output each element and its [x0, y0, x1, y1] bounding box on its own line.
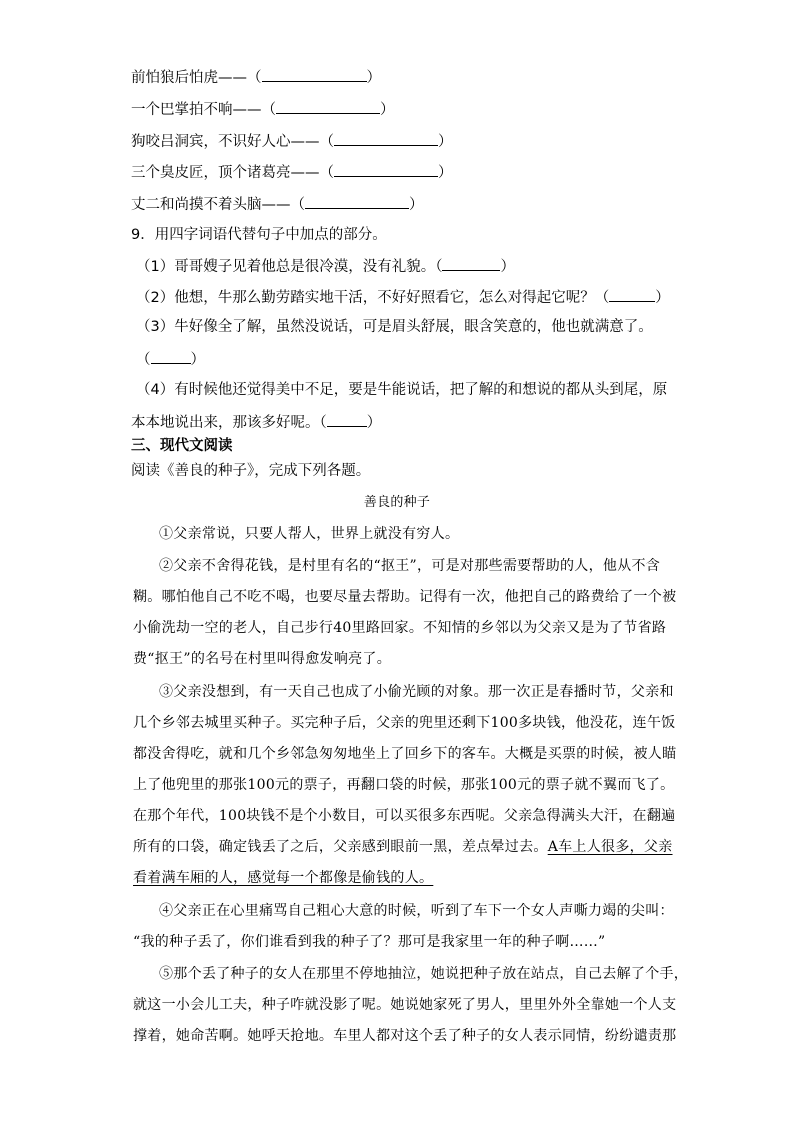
underlined-sentence-a: A车上人很多，父亲: [547, 839, 673, 855]
section-heading: 三、现代文阅读: [131, 438, 233, 454]
answer-blank[interactable]: [609, 286, 655, 302]
story-line: 糊。哪怕他自己不吃不喝，也要尽量去帮助。记得有一次，他把自己的路费给了一个被: [133, 589, 677, 605]
q9-item-4-cont: 本本地说出来，那该多好呢。（ ）: [131, 411, 381, 433]
question-9-title: 9．用四字词语代替句子中加点的部分。: [131, 227, 387, 243]
q9-item-4: （4）有时候他还觉得美中不足，要是牛能说话，把了解的和想说的都从头到尾，原: [136, 382, 668, 398]
story-para-4: ④父亲正在心里痛骂自己粗心大意的时候，听到了车下一个女人声嘶力竭的尖叫：: [159, 903, 674, 919]
story-line: 就这一小会儿工夫，种子咋就没影了呢。她说她家死了男人，里里外外全靠她一个人支: [133, 997, 677, 1013]
idiom-line-3: 狗咬吕洞宾，不识好人心——（ ）: [131, 130, 453, 152]
idiom-line-4: 三个臭皮匠，顶个诸葛亮——（ ）: [131, 161, 453, 183]
story-para-5: ⑤那个丢了种子的女人在那里不停地抽泣，她说把种子放在站点，自己去解了个手，: [159, 966, 689, 982]
idiom-line-2: 一个巴掌拍不响——（ ）: [131, 98, 395, 120]
story-line: 所有的口袋，确定钱丢了之后，父亲感到眼前一黑，差点晕过去。A车上人很多，父亲: [133, 839, 673, 855]
idiom-line-1: 前怕狼后怕虎——（ ）: [131, 66, 381, 88]
q9-item-2: （2）他想，牛那么勤劳踏实地干活，不好好照看它，怎么对得起它呢？（ ）: [136, 286, 670, 308]
idiom-line-5: 丈二和尚摸不着头脑——（ ）: [131, 193, 424, 215]
answer-blank[interactable]: [151, 348, 191, 364]
answer-blank[interactable]: [334, 130, 438, 146]
story-line: 都没舍得吃，就和几个乡邻急匆匆地坐上了回乡下的客车。大概是买票的时候，被人瞄: [133, 746, 677, 762]
answer-blank[interactable]: [334, 161, 438, 177]
story-line: 小偷洗劫一空的老人，自己步行40里路回家。不知情的乡邻以为父亲又是为了节省路: [133, 620, 667, 636]
story-line: “我的种子丢了，你们谁看到我的种子了？那可是我家里一年的种子啊……”: [133, 934, 606, 950]
story-line: 几个乡邻去城里买种子。买完种子后，父亲的兜里还剩下100多块钱，他没花，连午饭: [133, 715, 676, 731]
story-line: 在那个年代，100块钱不是个小数目，可以买很多东西呢。父亲急得满头大汗，在翻遍: [133, 808, 676, 824]
q9-item-3: （3）牛好像全了解，虽然没说话，可是眉头舒展，眼含笑意的，他也就满意了。: [136, 319, 653, 335]
underlined-sentence-a-cont: 看着满车厢的人，感觉每一个都像是偷钱的人。: [133, 870, 434, 886]
answer-blank[interactable]: [442, 255, 500, 271]
story-para-3: ③父亲没想到，有一天自己也成了小偷光顾的对象。那一次正是春播时节，父亲和: [159, 684, 674, 700]
reading-instruction: 阅读《善良的种子》，完成下列各题。: [131, 463, 371, 479]
answer-blank[interactable]: [262, 66, 367, 82]
answer-blank[interactable]: [276, 98, 380, 114]
story-line: 费“抠王”的名号在村里叫得愈发响亮了。: [133, 651, 392, 667]
story-line: 上了他兜里的那张100元的票子，再翻口袋的时候，那张100元的票子就不翼而飞了。: [133, 777, 675, 793]
story-line: 撑着，她命苦啊。她呼天抢地。车里人都对这个丢了种子的女人表示同情，纷纷谴责那: [133, 1028, 677, 1044]
q9-item-3-blank: （ ）: [136, 348, 205, 370]
q9-item-1: （1）哥哥嫂子见着他总是很冷漠，没有礼貌。（ ）: [136, 255, 515, 277]
answer-blank[interactable]: [327, 411, 367, 427]
answer-blank[interactable]: [305, 193, 409, 209]
story-title: 善良的种子: [363, 495, 431, 510]
story-para-2: ②父亲不舍得花钱，是村里有名的“抠王”，可是对那些需要帮助的人，他从不含: [159, 558, 661, 574]
story-para-1: ①父亲常说，只要人帮人，世界上就没有穷人。: [159, 526, 460, 542]
